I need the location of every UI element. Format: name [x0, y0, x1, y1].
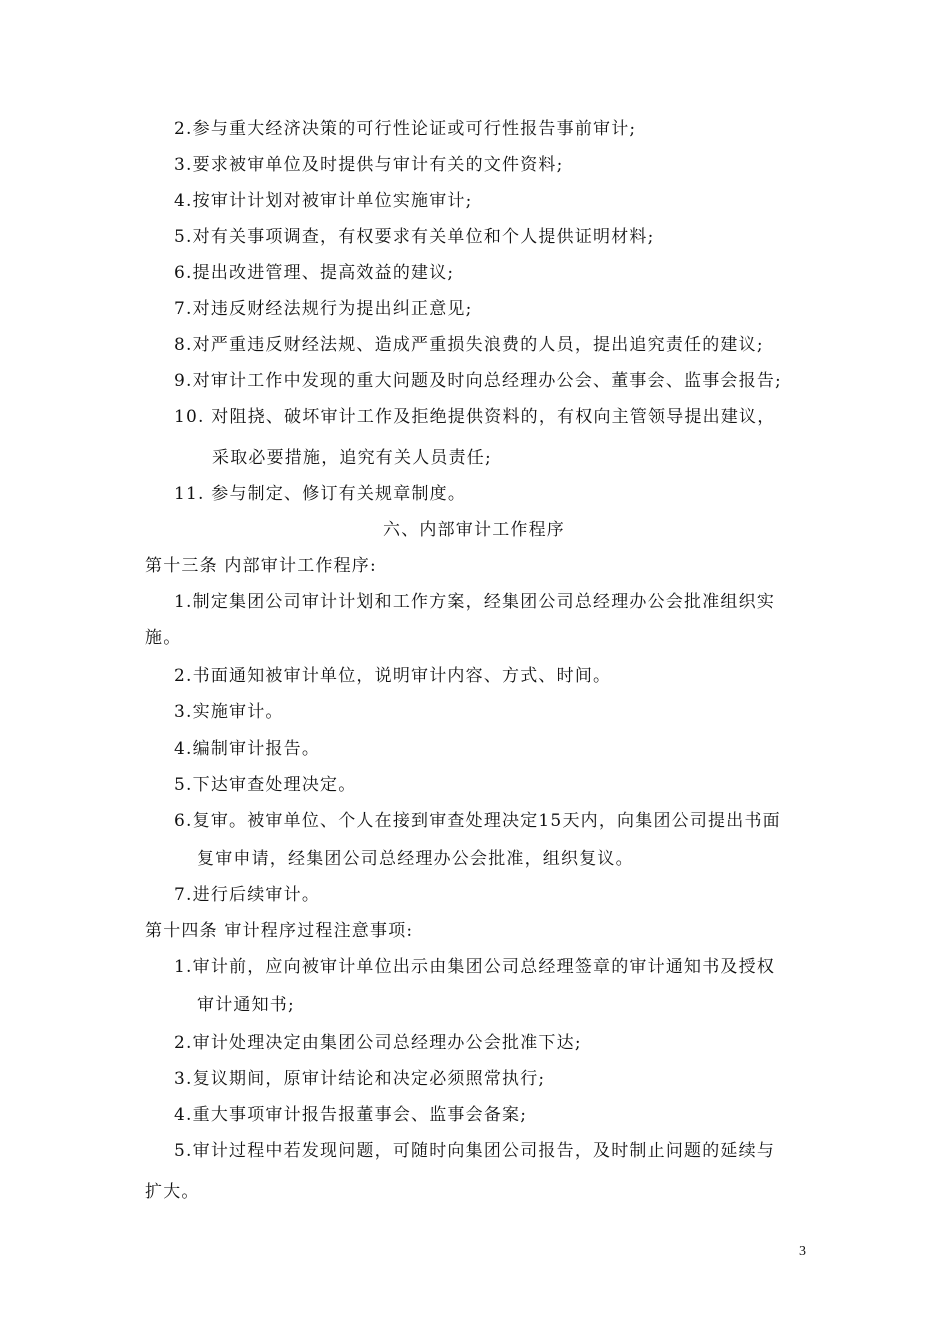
list-item: 10. 对阻挠、破坏审计工作及拒绝提供资料的，有权向主管领导提出建议， [174, 407, 776, 427]
list-item: 1.制定集团公司审计计划和工作方案，经集团公司总经理办公会批准组织实 [174, 592, 776, 612]
list-item-continuation: 审计通知书; [197, 995, 295, 1015]
article-13-title: 第十三条 内部审计工作程序: [145, 556, 377, 576]
list-item: 3.要求被审单位及时提供与审计有关的文件资料; [174, 155, 564, 175]
list-item-continuation: 施。 [145, 628, 182, 648]
list-item: 2.参与重大经济决策的可行性论证或可行性报告事前审计; [174, 119, 637, 139]
list-item: 6.提出改进管理、提高效益的建议; [174, 263, 455, 283]
list-item: 9.对审计工作中发现的重大问题及时向总经理办公会、董事会、监事会报告; [174, 371, 782, 391]
list-item-continuation: 采取必要措施，追究有关人员责任; [212, 448, 492, 468]
list-item: 2.审计处理决定由集团公司总经理办公会批准下达; [174, 1033, 582, 1053]
list-item: 4.编制审计报告。 [174, 739, 321, 759]
list-item: 4.按审计计划对被审计单位实施审计; [174, 191, 473, 211]
list-item: 5.对有关事项调查，有权要求有关单位和个人提供证明材料; [174, 227, 655, 247]
list-item: 7.进行后续审计。 [174, 885, 321, 905]
list-item: 5.下达审查处理决定。 [174, 775, 357, 795]
list-item-continuation: 扩大。 [145, 1182, 200, 1202]
article-14-title: 第十四条 审计程序过程注意事项: [145, 921, 414, 941]
list-item: 6.复审。被审单位、个人在接到审查处理决定15天内，向集团公司提出书面 [174, 811, 781, 831]
list-item: 3.实施审计。 [174, 702, 284, 722]
list-item-continuation: 复审申请，经集团公司总经理办公会批准，组织复议。 [197, 849, 634, 869]
list-item: 5.审计过程中若发现问题，可随时向集团公司报告，及时制止问题的延续与 [174, 1141, 776, 1161]
list-item: 4.重大事项审计报告报董事会、监事会备案; [174, 1105, 528, 1125]
list-item: 2.书面通知被审计单位，说明审计内容、方式、时间。 [174, 666, 612, 686]
list-item: 7.对违反财经法规行为提出纠正意见; [174, 299, 473, 319]
page-number: 3 [799, 1244, 806, 1259]
section-heading: 六、内部审计工作程序 [383, 520, 565, 540]
list-item: 11. 参与制定、修订有关规章制度。 [174, 484, 467, 504]
list-item: 8.对严重违反财经法规、造成严重损失浪费的人员，提出追究责任的建议; [174, 335, 764, 355]
list-item: 1.审计前，应向被审计单位出示由集团公司总经理签章的审计通知书及授权 [174, 957, 776, 977]
list-item: 3.复议期间，原审计结论和决定必须照常执行; [174, 1069, 546, 1089]
